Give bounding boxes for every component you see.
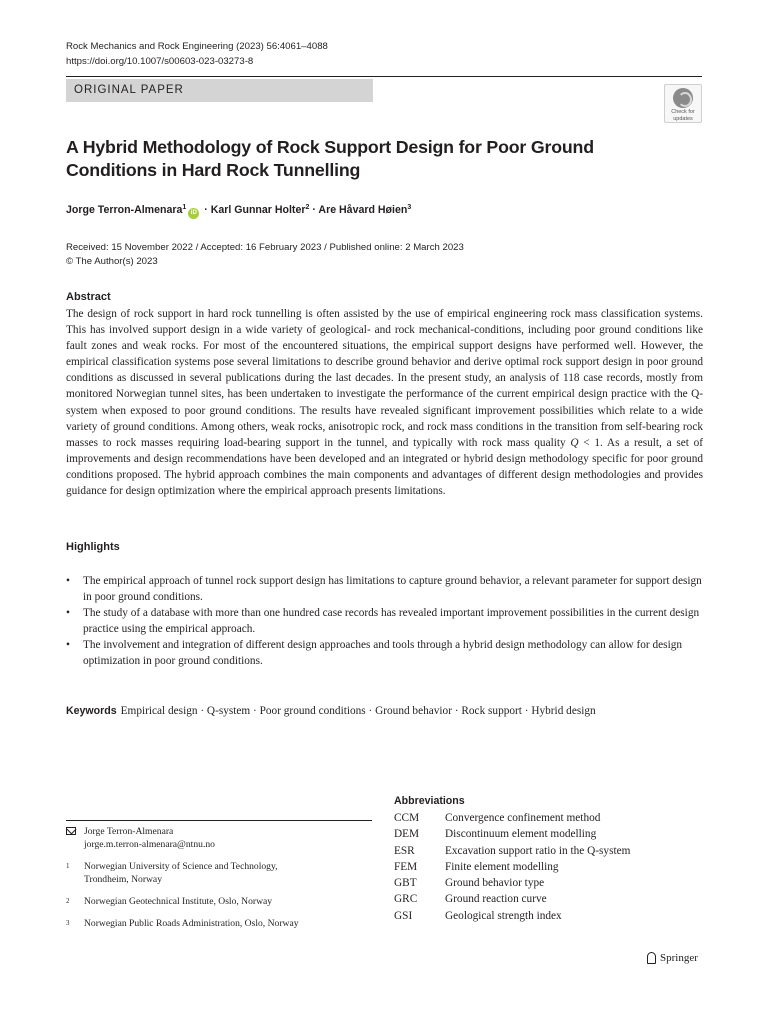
paper-title: A Hybrid Methodology of Rock Support Design for Poor Ground Conditions in Hard Rock Tunnelling [66, 137, 594, 180]
keywords-text: Empirical design · Q-system · Poor ground conditions · Ground behavior · Rock support · Hybrid design [120, 705, 596, 717]
publication-dates [66, 241, 464, 269]
highlights-heading: Highlights [66, 541, 120, 553]
corresponding-email[interactable]: jorge.m.terron-almenara@ntnu.no [84, 839, 215, 850]
affiliation [66, 917, 372, 930]
author-name[interactable]: Jorge Terron-Almenara [66, 204, 183, 216]
envelope-icon [66, 827, 76, 835]
abbreviation-full: Discontinuum element modelling [445, 828, 597, 841]
keywords-heading: Keywords [66, 705, 117, 717]
abbreviation-key: GRC [394, 893, 418, 906]
check-for-updates-label-1: Check for [671, 109, 695, 115]
author-separator: · [309, 204, 319, 216]
publisher-logo[interactable] [647, 952, 698, 964]
affiliation [66, 860, 372, 886]
author-name[interactable]: Karl Gunnar Holter [210, 204, 306, 216]
journal-header [66, 40, 328, 69]
history-dates: Received: 15 November 2022 / Accepted: 16 February 2023 / Published online: 2 March 2023 [66, 242, 464, 253]
abbreviation-row [394, 859, 630, 875]
author-affil-mark: 1 [182, 204, 187, 211]
abbreviation-full: Convergence confinement method [445, 812, 601, 824]
affiliation-line: Norwegian Public Roads Administration, Oslo, Norway [84, 918, 299, 929]
highlight-item: • The involvement and integration of different design approaches and tools through a hybrid design methodology can allow for design optimization in poor ground conditions. [66, 637, 703, 669]
abbreviation-row [394, 875, 630, 891]
copyright-line: © The Author(s) 2023 [66, 256, 158, 267]
corresponding-name: Jorge Terron-Almenara [84, 826, 174, 837]
check-for-updates-label-2: updates [673, 116, 693, 122]
affiliation-mark: 2 [66, 897, 70, 905]
abstract-heading: Abstract [66, 291, 111, 303]
abbreviation-key: CCM [394, 812, 420, 824]
author-affil-mark: 3 [407, 204, 412, 211]
author-name[interactable]: Are Håvard Høien [318, 204, 408, 216]
abbreviation-full: Ground behavior type [445, 877, 545, 890]
keywords [66, 703, 596, 719]
corresponding-author [66, 825, 372, 851]
affiliation-line: Norwegian University of Science and Technology, [84, 861, 278, 872]
abbreviation-full: Excavation support ratio in the Q-system [445, 844, 631, 857]
abbreviation-full: Geological strength index [445, 909, 562, 922]
abbreviation-key: GBT [394, 877, 417, 890]
abbreviation-key: DEM [394, 828, 420, 841]
affiliation-line: Norwegian Geotechnical Institute, Oslo, Norway [84, 896, 273, 907]
highlights-list [66, 573, 703, 670]
highlight-item: • The empirical approach of tunnel rock support design has limitations to capture ground behavior, a relevant parameter for support design in poor ground conditions. [66, 573, 703, 605]
doi-link[interactable]: https://doi.org/10.1007/s00603-023-03273-8 [66, 55, 254, 67]
footnote-rule [66, 820, 372, 821]
abbreviation-row [394, 826, 630, 842]
abbreviation-row [394, 908, 630, 924]
abbreviation-key: ESR [394, 844, 415, 857]
abbreviations-heading: Abbreviations [394, 795, 465, 807]
publisher-name: Springer [660, 952, 698, 964]
affiliation-mark: 3 [66, 919, 70, 927]
abstract-text [66, 306, 703, 499]
affiliation-mark: 1 [66, 862, 70, 870]
abbreviations-list [394, 810, 630, 924]
orcid-icon[interactable]: iD [188, 208, 199, 219]
q-symbol: Q [570, 436, 579, 449]
springer-horse-icon [647, 952, 656, 964]
check-for-updates-icon [673, 88, 693, 108]
author-separator: · [201, 204, 211, 216]
abbreviation-row [394, 843, 630, 859]
highlight-item: • The study of a database with more than one hundred case records has revealed important improvement possibilities in the current design practice using the empirical approach. [66, 605, 703, 637]
abbreviation-row [394, 810, 630, 826]
abstract-part-2: . As a result, a set of improvements and design recommendations have been developed and an integrated or hybrid design methodology specific for poor ground conditions proposed. The hybrid approach combines the main components and advantages of different design methodologies and provides guidance for design optimization where the empirical approach presents limitations. [66, 436, 703, 498]
q-relation: < 1 [578, 436, 601, 449]
affiliation-line: Trondheim, Norway [84, 874, 162, 885]
check-for-updates-button[interactable] [664, 84, 702, 123]
abstract-part-1: The design of rock support in hard rock tunnelling is often assisted by the use of empirical engineering rock mass classification systems. This has involved support design in a wide variety of geological- and rock mechanical-conditions, including poor ground conditions like fault zones and weak rocks. For most of the encountered situations, the empirical support designs have performed well. However, the empirical classification systems pose several limitations to describe ground behavior and derive optimal rock support design in poor ground conditions as discussed in several publications during the last decades. In the present study, an analysis of 118 case records, mostly from monitored Norwegian tunnel sites, has been undertaken to investigate the performance of the current empirical design practice with the Q-system when exposed to poor ground conditions. The results have revealed significant improvement possibilities which relate to a wide variety of ground conditions. Among others, weak rocks, anisotropic rock, and rock mass conditions in the transition from self-bearing rock masses to rock masses requiring load-bearing support in the tunnel, and typically with rock mass quality [66, 308, 703, 449]
journal-citation: Rock Mechanics and Rock Engineering (2023) 56:4061–4088 [66, 41, 328, 52]
article-type-banner: ORIGINAL PAPER [66, 79, 373, 102]
abbreviation-full: Finite element modelling [445, 860, 559, 873]
abbreviation-key: FEM [394, 860, 418, 873]
affiliation [66, 895, 372, 908]
footnotes [66, 825, 372, 939]
abbreviation-key: GSI [394, 909, 413, 922]
abbreviation-row [394, 891, 630, 907]
author-list [66, 203, 411, 219]
header-rule [66, 76, 702, 77]
abbreviation-full: Ground reaction curve [445, 893, 547, 906]
author-affil-mark: 2 [305, 204, 310, 211]
